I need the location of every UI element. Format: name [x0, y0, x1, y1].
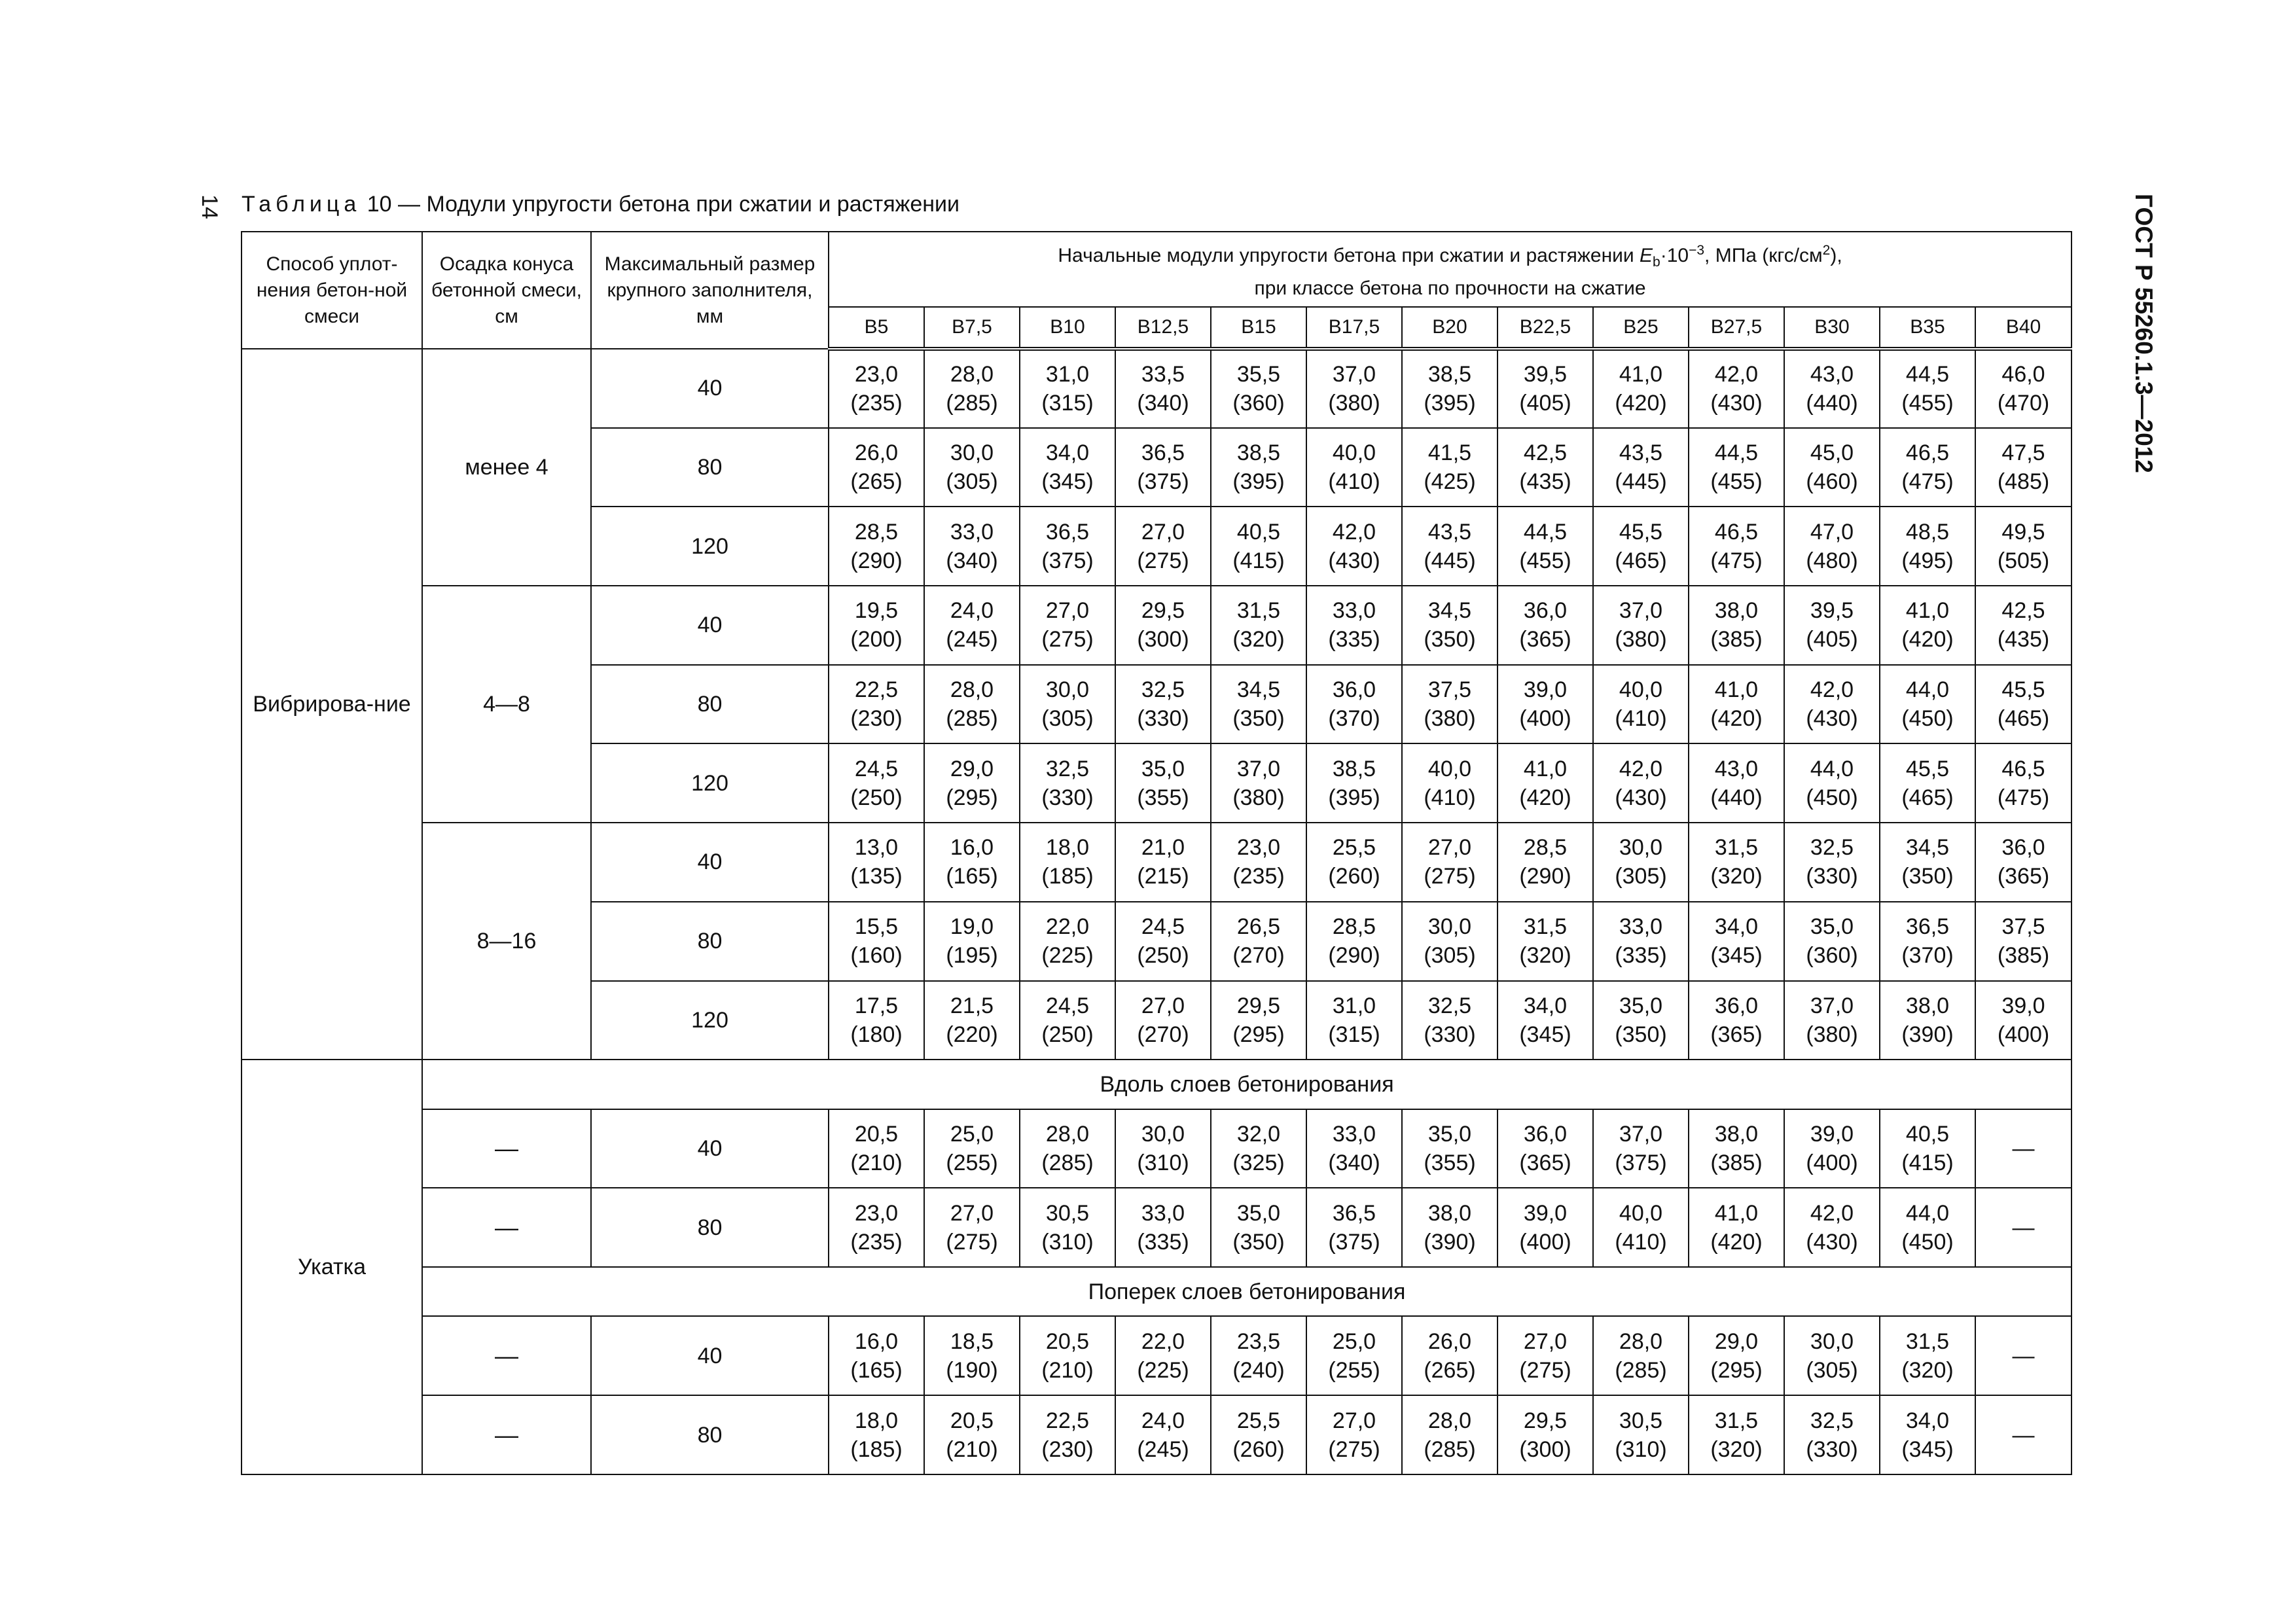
- modulus-cell: 29,5 (300): [1115, 586, 1211, 665]
- table-row: [242, 1395, 2072, 1474]
- modulus-cell: 35,0 (350): [1211, 1188, 1306, 1267]
- modulus-cell: 36,0 (365): [1498, 1109, 1593, 1188]
- modulus-cell: 41,0 (420): [1593, 349, 1689, 428]
- modulus-cell: 33,0 (335): [1306, 586, 1402, 665]
- aggregate-size-cell: 40: [591, 349, 829, 428]
- modulus-cell: 36,5 (375): [1306, 1188, 1402, 1267]
- header-class-cell: B30: [1784, 307, 1880, 349]
- modulus-cell: —: [1975, 1109, 2072, 1188]
- modulus-cell: 34,5 (350): [1402, 586, 1498, 665]
- modulus-cell: 41,5 (425): [1402, 428, 1498, 507]
- modulus-cell: 20,5 (210): [1020, 1316, 1115, 1395]
- header-class-cell: B10: [1020, 307, 1115, 349]
- modulus-cell: 29,5 (300): [1498, 1395, 1593, 1474]
- modulus-cell: 25,0 (255): [1306, 1316, 1402, 1395]
- document-code: ГОСТ Р 55260.1.3—2012: [2130, 194, 2157, 473]
- aggregate-size-cell: 120: [591, 507, 829, 586]
- modulus-cell: 40,5 (415): [1211, 507, 1306, 586]
- modulus-cell: 36,0 (370): [1306, 665, 1402, 744]
- aggregate-size-cell: 40: [591, 1316, 829, 1395]
- modulus-cell: 35,0 (355): [1115, 743, 1211, 823]
- slump-cell: 8—16: [422, 823, 591, 1060]
- aggregate-size-cell: 80: [591, 1395, 829, 1474]
- modulus-cell: 24,0 (245): [924, 586, 1020, 665]
- slump-cell: —: [422, 1188, 591, 1267]
- modulus-cell: 33,5 (340): [1115, 349, 1211, 428]
- modulus-cell: 45,5 (465): [1880, 743, 1975, 823]
- modulus-cell: 27,0 (275): [1402, 823, 1498, 902]
- modulus-cell: 37,5 (380): [1402, 665, 1498, 744]
- modulus-cell: 30,0 (305): [1593, 823, 1689, 902]
- header-modulus-exponent: −3: [1689, 242, 1705, 258]
- modulus-cell: 27,0 (275): [1115, 507, 1211, 586]
- header-class-cell: B35: [1880, 307, 1975, 349]
- modulus-cell: 39,5 (405): [1784, 586, 1880, 665]
- modulus-cell: 16,0 (165): [924, 823, 1020, 902]
- modulus-cell: 31,5 (320): [1689, 1395, 1784, 1474]
- modulus-cell: 39,0 (400): [1784, 1109, 1880, 1188]
- modulus-cell: 30,0 (305): [1020, 665, 1115, 744]
- modulus-cell: 34,0 (345): [1020, 428, 1115, 507]
- modulus-cell: 28,5 (290): [1498, 823, 1593, 902]
- modulus-cell: 27,0 (275): [924, 1188, 1020, 1267]
- header-class-cell: B7,5: [924, 307, 1020, 349]
- header-modulus-text-c: , МПа (кгс/см: [1704, 244, 1823, 266]
- modulus-cell: 31,5 (320): [1880, 1316, 1975, 1395]
- modulus-cell: 30,0 (305): [924, 428, 1020, 507]
- modulus-cell: 33,0 (340): [924, 507, 1020, 586]
- modulus-cell: 47,5 (485): [1975, 428, 2072, 507]
- header-modulus-line1: [833, 238, 2067, 276]
- modulus-cell: 37,0 (380): [1211, 743, 1306, 823]
- modulus-cell: 30,0 (310): [1115, 1109, 1211, 1188]
- modulus-cell: 13,0 (135): [829, 823, 924, 902]
- modulus-cell: 43,0 (440): [1689, 743, 1784, 823]
- page-number: 14: [197, 194, 222, 219]
- modulus-cell: 31,5 (320): [1689, 823, 1784, 902]
- modulus-cell: 30,5 (310): [1593, 1395, 1689, 1474]
- modulus-cell: 30,0 (305): [1402, 902, 1498, 981]
- header-max-aggregate-size: Максимальный размер крупного заполнителя, мм: [591, 232, 829, 349]
- modulus-cell: 32,5 (330): [1115, 665, 1211, 744]
- modulus-cell: 44,5 (455): [1880, 349, 1975, 428]
- table-caption-label: Таблица: [242, 192, 361, 217]
- header-class-cell: B17,5: [1306, 307, 1402, 349]
- modulus-cell: 28,0 (285): [1020, 1109, 1115, 1188]
- slump-cell: —: [422, 1109, 591, 1188]
- header-class-cell: B22,5: [1498, 307, 1593, 349]
- modulus-cell: 44,5 (455): [1689, 428, 1784, 507]
- modulus-cell: 41,0 (420): [1689, 1188, 1784, 1267]
- modulus-cell: 36,0 (365): [1498, 586, 1593, 665]
- modulus-cell: 29,5 (295): [1211, 981, 1306, 1060]
- modulus-cell: 28,5 (290): [829, 507, 924, 586]
- modulus-cell: 31,5 (320): [1498, 902, 1593, 981]
- modulus-cell: 34,0 (345): [1689, 902, 1784, 981]
- modulus-cell: 21,0 (215): [1115, 823, 1211, 902]
- modulus-cell: 36,0 (365): [1975, 823, 2072, 902]
- modulus-cell: 45,0 (460): [1784, 428, 1880, 507]
- modulus-cell: 40,0 (410): [1306, 428, 1402, 507]
- table-row: [242, 349, 2072, 428]
- modulus-cell: 39,0 (400): [1498, 665, 1593, 744]
- header-modulus-line2: при классе бетона по прочности на сжатие: [1254, 277, 1646, 299]
- modulus-cell: 28,0 (285): [1402, 1395, 1498, 1474]
- modulus-cell: 29,0 (295): [1689, 1316, 1784, 1395]
- modulus-cell: 44,0 (450): [1784, 743, 1880, 823]
- modulus-cell: 27,0 (275): [1020, 586, 1115, 665]
- modulus-cell: 42,0 (430): [1784, 665, 1880, 744]
- aggregate-size-cell: 120: [591, 981, 829, 1060]
- section-title: Вдоль слоев бетонирования: [422, 1060, 2072, 1109]
- modulus-cell: 46,5 (475): [1880, 428, 1975, 507]
- modulus-cell: 28,5 (290): [1306, 902, 1402, 981]
- modulus-cell: 28,0 (285): [1593, 1316, 1689, 1395]
- table-row: [242, 1316, 2072, 1395]
- section-row: [242, 1060, 2072, 1109]
- elastic-modulus-table: [241, 231, 2072, 1475]
- modulus-cell: 38,5 (395): [1402, 349, 1498, 428]
- modulus-cell: 34,0 (345): [1498, 981, 1593, 1060]
- method-cell-rolling: Укатка: [242, 1060, 422, 1474]
- modulus-cell: 27,0 (270): [1115, 981, 1211, 1060]
- modulus-cell: —: [1975, 1395, 2072, 1474]
- aggregate-size-cell: 40: [591, 1109, 829, 1188]
- modulus-cell: 37,0 (380): [1306, 349, 1402, 428]
- header-class-cell: B5: [829, 307, 924, 349]
- modulus-cell: 26,0 (265): [829, 428, 924, 507]
- modulus-cell: 49,5 (505): [1975, 507, 2072, 586]
- modulus-cell: 42,5 (435): [1975, 586, 2072, 665]
- header-class-cell: B27,5: [1689, 307, 1784, 349]
- modulus-cell: 32,5 (330): [1402, 981, 1498, 1060]
- header-class-cell: B40: [1975, 307, 2072, 349]
- modulus-cell: 35,0 (355): [1402, 1109, 1498, 1188]
- modulus-cell: 38,5 (395): [1306, 743, 1402, 823]
- modulus-cell: 38,0 (385): [1689, 1109, 1784, 1188]
- modulus-cell: 46,5 (475): [1689, 507, 1784, 586]
- modulus-cell: 23,0 (235): [829, 349, 924, 428]
- modulus-cell: 40,0 (410): [1593, 665, 1689, 744]
- modulus-cell: 22,5 (230): [829, 665, 924, 744]
- modulus-cell: 34,5 (350): [1211, 665, 1306, 744]
- modulus-cell: 36,5 (370): [1880, 902, 1975, 981]
- modulus-cell: 42,0 (430): [1689, 349, 1784, 428]
- header-modulus-unit-exponent: 2: [1822, 242, 1831, 258]
- modulus-cell: 43,0 (440): [1784, 349, 1880, 428]
- modulus-cell: 39,5 (405): [1498, 349, 1593, 428]
- modulus-cell: 38,0 (385): [1689, 586, 1784, 665]
- modulus-cell: 48,5 (495): [1880, 507, 1975, 586]
- table-row: [242, 1188, 2072, 1267]
- modulus-cell: 29,0 (295): [924, 743, 1020, 823]
- modulus-cell: 25,5 (260): [1211, 1395, 1306, 1474]
- modulus-cell: 37,0 (380): [1593, 586, 1689, 665]
- modulus-cell: 35,0 (350): [1593, 981, 1689, 1060]
- header-class-cell: B15: [1211, 307, 1306, 349]
- modulus-cell: 22,5 (230): [1020, 1395, 1115, 1474]
- modulus-cell: 38,0 (390): [1402, 1188, 1498, 1267]
- header-compaction-method: Способ уплот-нения бетон-ной смеси: [242, 232, 422, 349]
- modulus-cell: 36,5 (375): [1020, 507, 1115, 586]
- header-row: [242, 232, 2072, 307]
- aggregate-size-cell: 80: [591, 665, 829, 744]
- table-row: [242, 586, 2072, 665]
- modulus-cell: 36,0 (365): [1689, 981, 1784, 1060]
- modulus-cell: 23,0 (235): [829, 1188, 924, 1267]
- modulus-cell: 25,0 (255): [924, 1109, 1020, 1188]
- slump-cell: менее 4: [422, 349, 591, 586]
- modulus-cell: 20,5 (210): [829, 1109, 924, 1188]
- modulus-cell: 33,0 (335): [1593, 902, 1689, 981]
- aggregate-size-cell: 40: [591, 823, 829, 902]
- header-modulus-text-b: ·10: [1660, 244, 1689, 266]
- modulus-cell: 25,5 (260): [1306, 823, 1402, 902]
- modulus-cell: 41,0 (420): [1880, 586, 1975, 665]
- modulus-cell: 26,5 (270): [1211, 902, 1306, 981]
- modulus-cell: 46,0 (470): [1975, 349, 2072, 428]
- modulus-cell: 45,5 (465): [1593, 507, 1689, 586]
- modulus-cell: 41,0 (420): [1689, 665, 1784, 744]
- modulus-cell: 30,0 (305): [1784, 1316, 1880, 1395]
- aggregate-size-cell: 40: [591, 586, 829, 665]
- modulus-cell: 31,5 (320): [1211, 586, 1306, 665]
- modulus-cell: 23,0 (235): [1211, 823, 1306, 902]
- modulus-cell: 33,0 (340): [1306, 1109, 1402, 1188]
- modulus-cell: 32,5 (330): [1784, 823, 1880, 902]
- header-modulus-group: [829, 232, 2072, 307]
- modulus-cell: 46,5 (475): [1975, 743, 2072, 823]
- modulus-cell: —: [1975, 1316, 2072, 1395]
- aggregate-size-cell: 120: [591, 743, 829, 823]
- modulus-cell: 32,5 (330): [1784, 1395, 1880, 1474]
- aggregate-size-cell: 80: [591, 1188, 829, 1267]
- modulus-cell: 28,0 (285): [924, 665, 1020, 744]
- modulus-cell: 42,0 (430): [1784, 1188, 1880, 1267]
- modulus-cell: 44,0 (450): [1880, 665, 1975, 744]
- table-caption-text: 10 — Модули упругости бетона при сжатии и растяжении: [361, 192, 960, 217]
- table-row: [242, 823, 2072, 902]
- modulus-cell: 24,0 (245): [1115, 1395, 1211, 1474]
- slump-cell: —: [422, 1395, 591, 1474]
- modulus-cell: 34,5 (350): [1880, 823, 1975, 902]
- modulus-cell: 20,5 (210): [924, 1395, 1020, 1474]
- modulus-cell: 40,5 (415): [1880, 1109, 1975, 1188]
- header-class-cell: B20: [1402, 307, 1498, 349]
- modulus-cell: 24,5 (250): [829, 743, 924, 823]
- modulus-cell: 42,0 (430): [1593, 743, 1689, 823]
- modulus-cell: 37,5 (385): [1975, 902, 2072, 981]
- modulus-cell: 42,0 (430): [1306, 507, 1402, 586]
- modulus-cell: 45,5 (465): [1975, 665, 2072, 744]
- modulus-cell: 15,5 (160): [829, 902, 924, 981]
- modulus-cell: 37,0 (375): [1593, 1109, 1689, 1188]
- header-cone-slump: Осадка конуса бетонной смеси, см: [422, 232, 591, 349]
- modulus-cell: 39,0 (400): [1498, 1188, 1593, 1267]
- modulus-cell: 28,0 (285): [924, 349, 1020, 428]
- header-modulus-subscript: b: [1653, 254, 1660, 270]
- header-class-cell: B12,5: [1115, 307, 1211, 349]
- modulus-cell: 44,5 (455): [1498, 507, 1593, 586]
- section-row: [242, 1267, 2072, 1316]
- modulus-cell: 40,0 (410): [1593, 1188, 1689, 1267]
- modulus-cell: 34,0 (345): [1880, 1395, 1975, 1474]
- modulus-cell: 31,0 (315): [1306, 981, 1402, 1060]
- modulus-cell: 35,5 (360): [1211, 349, 1306, 428]
- modulus-cell: 16,0 (165): [829, 1316, 924, 1395]
- modulus-cell: 38,0 (390): [1880, 981, 1975, 1060]
- modulus-cell: 22,0 (225): [1115, 1316, 1211, 1395]
- header-class-cell: B25: [1593, 307, 1689, 349]
- modulus-cell: 47,0 (480): [1784, 507, 1880, 586]
- modulus-cell: 17,5 (180): [829, 981, 924, 1060]
- modulus-cell: 22,0 (225): [1020, 902, 1115, 981]
- header-modulus-symbol: E: [1640, 244, 1653, 266]
- section-title: Поперек слоев бетонирования: [422, 1267, 2072, 1316]
- modulus-cell: 27,0 (275): [1498, 1316, 1593, 1395]
- modulus-cell: 18,0 (185): [1020, 823, 1115, 902]
- modulus-cell: 18,0 (185): [829, 1395, 924, 1474]
- aggregate-size-cell: 80: [591, 902, 829, 981]
- slump-cell: 4—8: [422, 586, 591, 823]
- table-row: [242, 1109, 2072, 1188]
- method-cell-vibration: Вибрирова-ние: [242, 349, 422, 1060]
- modulus-cell: 36,5 (375): [1115, 428, 1211, 507]
- modulus-cell: 23,5 (240): [1211, 1316, 1306, 1395]
- modulus-cell: 18,5 (190): [924, 1316, 1020, 1395]
- modulus-cell: 44,0 (450): [1880, 1188, 1975, 1267]
- header-modulus-text-d: ),: [1830, 244, 1842, 266]
- modulus-cell: 24,5 (250): [1115, 902, 1211, 981]
- modulus-cell: 32,5 (330): [1020, 743, 1115, 823]
- modulus-cell: 26,0 (265): [1402, 1316, 1498, 1395]
- modulus-cell: 19,0 (195): [924, 902, 1020, 981]
- modulus-cell: 31,0 (315): [1020, 349, 1115, 428]
- modulus-cell: 43,5 (445): [1402, 507, 1498, 586]
- modulus-cell: 30,5 (310): [1020, 1188, 1115, 1267]
- modulus-cell: 40,0 (410): [1402, 743, 1498, 823]
- modulus-cell: —: [1975, 1188, 2072, 1267]
- aggregate-size-cell: 80: [591, 428, 829, 507]
- modulus-cell: 38,5 (395): [1211, 428, 1306, 507]
- modulus-cell: 41,0 (420): [1498, 743, 1593, 823]
- modulus-cell: 43,5 (445): [1593, 428, 1689, 507]
- modulus-cell: 42,5 (435): [1498, 428, 1593, 507]
- modulus-cell: 27,0 (275): [1306, 1395, 1402, 1474]
- modulus-cell: 37,0 (380): [1784, 981, 1880, 1060]
- modulus-cell: 32,0 (325): [1211, 1109, 1306, 1188]
- header-modulus-text-a: Начальные модули упругости бетона при сжатии и растяжении: [1058, 244, 1640, 266]
- table-caption: [242, 188, 960, 220]
- modulus-cell: 39,0 (400): [1975, 981, 2072, 1060]
- modulus-cell: 35,0 (360): [1784, 902, 1880, 981]
- slump-cell: —: [422, 1316, 591, 1395]
- modulus-cell: 24,5 (250): [1020, 981, 1115, 1060]
- modulus-cell: 33,0 (335): [1115, 1188, 1211, 1267]
- modulus-cell: 21,5 (220): [924, 981, 1020, 1060]
- modulus-cell: 19,5 (200): [829, 586, 924, 665]
